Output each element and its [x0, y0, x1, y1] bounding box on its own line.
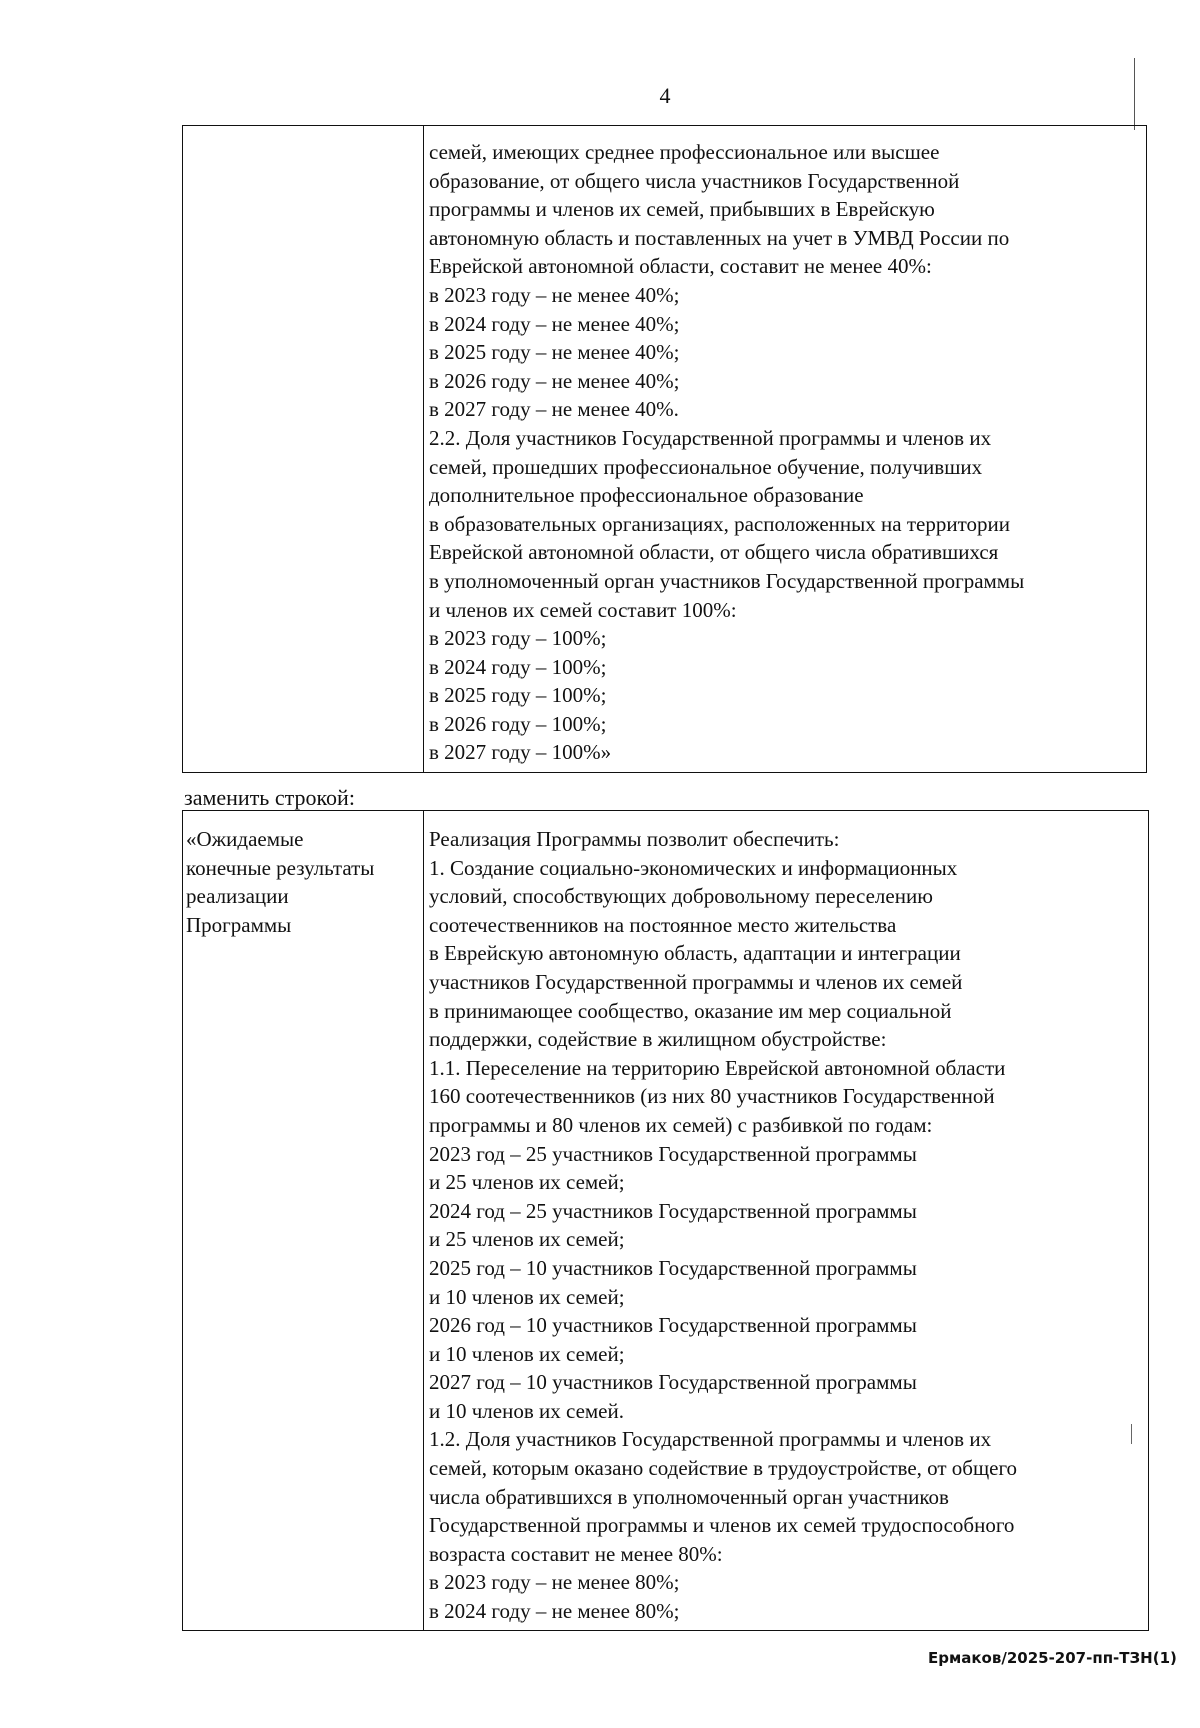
text-line: в уполномоченный орган участников Государственной программы — [429, 568, 1025, 593]
text-line: 1. Создание социально-экономических и информационных — [429, 855, 958, 880]
text-line: 2025 год – 10 участников Государственной программы — [429, 1255, 917, 1280]
text-line: условий, способствующих добровольному переселению — [429, 884, 933, 909]
text-line: Еврейской автономной области, составит не менее 40%: — [429, 254, 932, 279]
scan-artifact-line — [1134, 58, 1135, 130]
text-line: 2026 год – 10 участников Государственной программы — [429, 1313, 917, 1338]
text-line: и 10 членов их семей; — [429, 1341, 625, 1366]
text-line: Еврейской автономной области, от общего числа обратившихся — [429, 540, 999, 565]
text-line: и 10 членов их семей; — [429, 1284, 625, 1309]
text-line: «Ожидаемые — [186, 827, 304, 851]
text-line: семей, прошедших профессиональное обучение, получивших — [429, 454, 983, 479]
text-line: в 2024 году – не менее 80%; — [429, 1599, 680, 1624]
text-line: в Еврейскую автономную область, адаптации и интеграции — [429, 941, 961, 966]
text-line: и членов их семей составит 100%: — [429, 597, 737, 622]
text-line: в 2023 году – 100%; — [429, 626, 607, 651]
table-cell-label — [183, 126, 424, 773]
text-line: семей, которым оказано содействие в трудоустройстве, от общего — [429, 1456, 1018, 1481]
text-line: 2024 год – 25 участников Государственной программы — [429, 1198, 917, 1223]
text-line: программы и 80 членов их семей) с разбивкой по годам: — [429, 1112, 933, 1137]
text-line: Программы — [186, 912, 292, 937]
text-line: 160 соотечественников (из них 80 участников Государственной — [429, 1084, 995, 1109]
text-line: возраста составит не менее 80%: — [429, 1541, 723, 1566]
text-line: в 2025 году – 100%; — [429, 683, 607, 708]
text-line: 1.2. Доля участников Государственной программы и членов их — [429, 1427, 992, 1452]
text-line: в 2023 году – не менее 80%; — [429, 1570, 680, 1595]
text-line: 2027 год – 10 участников Государственной программы — [429, 1370, 917, 1395]
text-line: 2.2. Доля участников Государственной программы и членов их — [429, 425, 992, 450]
text-line: числа обратившихся в уполномоченный орган участников — [429, 1484, 949, 1509]
text-line: в принимающее сообщество, оказание им мер социальной — [429, 998, 952, 1023]
passport-table-old-row — [182, 125, 1147, 773]
text-line: в 2023 году – не менее 40%; — [429, 282, 680, 307]
text-line: в 2026 году – 100%; — [429, 711, 607, 736]
text-line: Государственной программы и членов их семей трудоспособного — [429, 1513, 1015, 1538]
table-row — [183, 811, 1149, 1631]
text-line: реализации — [186, 884, 289, 909]
text-line: автономную область и поставленных на учет в УМВД России по — [429, 225, 1010, 250]
text-line: и 10 членов их семей. — [429, 1398, 624, 1423]
table-row — [183, 126, 1147, 773]
table-cell-label — [183, 811, 424, 1631]
passport-table-new-row — [182, 810, 1149, 1631]
text-line: в 2026 году – не менее 40%; — [429, 368, 680, 393]
table-cell-content — [424, 126, 1147, 773]
text-line: в 2027 году – не менее 40%. — [429, 397, 679, 422]
replace-instruction: заменить строкой: — [184, 785, 355, 810]
text-line: дополнительное профессиональное образование — [429, 483, 864, 508]
text-line: программы и членов их семей, прибывших в Еврейскую — [429, 197, 935, 222]
text-line: в 2024 году – 100%; — [429, 654, 607, 679]
text-line: поддержки, содействие в жилищном обустройстве: — [429, 1027, 887, 1052]
text-line: в 2025 году – не менее 40%; — [429, 340, 680, 365]
text-line: участников Государственной программы и членов их семей — [429, 969, 963, 994]
text-line: 1.1. Переселение на территорию Еврейской автономной области — [429, 1055, 1006, 1080]
text-line: конечные результаты — [186, 855, 375, 880]
text-line: 2023 год – 25 участников Государственной программы — [429, 1141, 917, 1166]
table-cell-content — [424, 811, 1149, 1631]
text-line: соотечественников на постоянное место жительства — [429, 912, 897, 937]
page-number: 4 — [659, 83, 671, 108]
text-line: образование, от общего числа участников Государственной — [429, 168, 960, 193]
text-line: в 2027 году – 100%» — [429, 740, 612, 765]
text-line: в образовательных организациях, расположенных на территории — [429, 511, 1010, 536]
text-line: и 25 членов их семей; — [429, 1170, 625, 1195]
document-code: Ермаков/2025-207-пп-ТЗН(1) — [928, 1649, 1177, 1667]
text-line: семей, имеющих среднее профессиональное или высшее — [429, 140, 940, 164]
text-line: Реализация Программы позволит обеспечить: — [429, 827, 840, 851]
text-line: и 25 членов их семей; — [429, 1227, 625, 1252]
text-line: в 2024 году – не менее 40%; — [429, 311, 680, 336]
